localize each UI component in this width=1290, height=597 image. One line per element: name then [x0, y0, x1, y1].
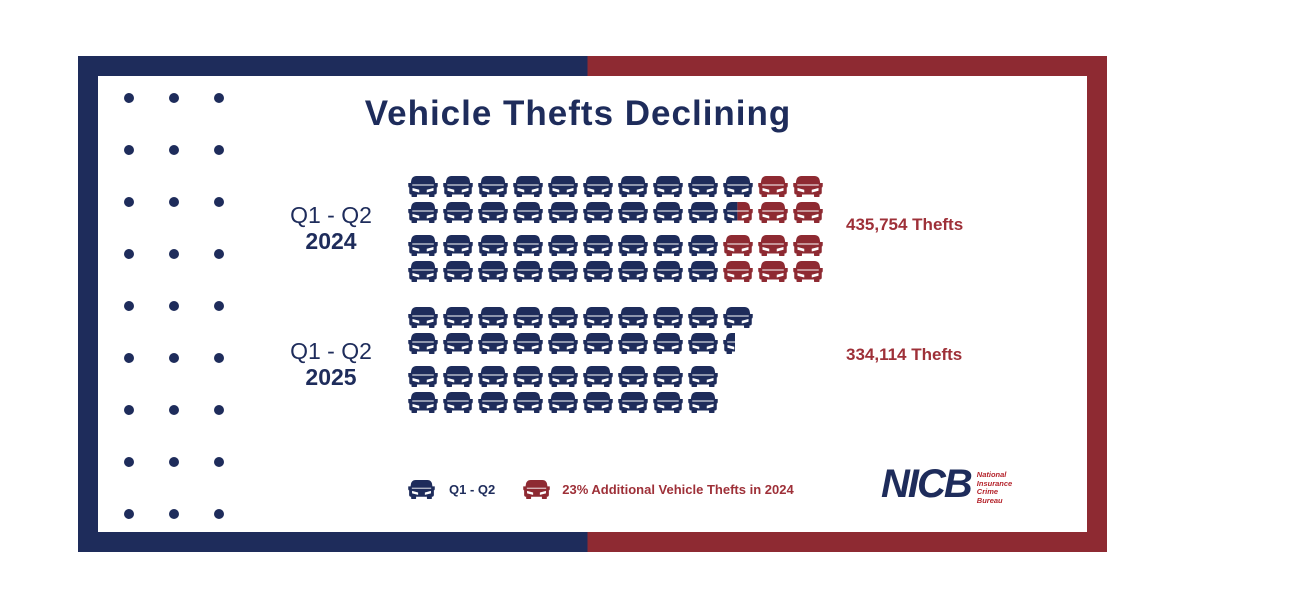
- car-icon-blue: [548, 366, 578, 387]
- car-icon-blue: [548, 307, 578, 328]
- car-icon-blue: [653, 176, 683, 197]
- decorative-dot: [169, 457, 179, 467]
- car-icon-blue: [583, 392, 613, 413]
- car-icon-blue: [478, 202, 508, 223]
- car-icon-blue: [478, 392, 508, 413]
- pictogram-row: [408, 392, 753, 413]
- car-icon-split: [723, 202, 753, 223]
- car-icon-blue: [513, 333, 543, 354]
- pictogram-row: [408, 333, 753, 354]
- car-icon-blue: [618, 333, 648, 354]
- car-icon-blue: [408, 392, 438, 413]
- car-icon-blue: [583, 366, 613, 387]
- group-label-2024: [266, 202, 396, 254]
- car-icon-blue: [478, 307, 508, 328]
- pictogram-row: [408, 307, 753, 328]
- car-icon-blue: [513, 392, 543, 413]
- decorative-dot: [124, 353, 134, 363]
- car-icon-blue: [583, 176, 613, 197]
- car-icon-blue: [723, 176, 753, 197]
- nicb-tagline-line: Insurance: [976, 478, 1013, 488]
- quarter-range-label: Q1 - Q2: [290, 202, 372, 228]
- decorative-dot: [124, 405, 134, 415]
- car-icon-red: [793, 235, 823, 256]
- car-icon-blue: [653, 261, 683, 282]
- car-icon-blue: [688, 202, 718, 223]
- car-icon-blue: [583, 235, 613, 256]
- decorative-dot: [169, 509, 179, 519]
- car-icon-blue: [478, 176, 508, 197]
- decorative-dot: [124, 197, 134, 207]
- decorative-dot: [124, 93, 134, 103]
- car-icon-blue: [723, 307, 753, 328]
- car-icon-blue: [513, 307, 543, 328]
- car-icon-blue: [443, 261, 473, 282]
- car-icon-blue: [548, 261, 578, 282]
- page-title: Vehicle Thefts Declining: [364, 94, 792, 133]
- car-icon-blue: [618, 392, 648, 413]
- content-panel: [98, 76, 1087, 532]
- car-icon-blue: [513, 261, 543, 282]
- legend-blue-car-icon: [408, 480, 435, 499]
- car-icon-blue: [408, 176, 438, 197]
- decorative-dot: [214, 197, 224, 207]
- car-icon-red: [793, 176, 823, 197]
- car-icon-blue: [513, 202, 543, 223]
- car-icon-blue: [548, 176, 578, 197]
- car-icon-red: [758, 261, 788, 282]
- car-icon-blue: [478, 366, 508, 387]
- decorative-dot: [169, 145, 179, 155]
- legend: [408, 478, 794, 500]
- decorative-dot: [214, 249, 224, 259]
- car-icon-red: [723, 261, 753, 282]
- pictogram-rows-2025: [408, 307, 753, 418]
- car-icon-blue: [443, 307, 473, 328]
- car-icon-blue: [443, 202, 473, 223]
- car-icon-blue: [653, 333, 683, 354]
- car-icon-red: [793, 261, 823, 282]
- car-icon-blue: [443, 333, 473, 354]
- car-icon-blue: [618, 176, 648, 197]
- car-icon-blue: [548, 235, 578, 256]
- car-icon-blue: [408, 366, 438, 387]
- decorative-dot: [124, 457, 134, 467]
- nicb-logo: [881, 464, 1012, 505]
- decorative-dot: [169, 93, 179, 103]
- car-icon-blue: [443, 176, 473, 197]
- car-icon-blue: [688, 392, 718, 413]
- nicb-tagline-line: Crime: [976, 487, 999, 496]
- car-icon-blue: [408, 235, 438, 256]
- car-icon-red: [758, 235, 788, 256]
- car-icon-blue: [443, 366, 473, 387]
- car-icon-blue: [478, 261, 508, 282]
- car-icon-blue: [408, 307, 438, 328]
- year-label: 2025: [305, 364, 357, 390]
- car-icon-blue: [443, 235, 473, 256]
- decorative-dot: [124, 301, 134, 311]
- car-icon-blue: [443, 392, 473, 413]
- car-icon-blue: [653, 307, 683, 328]
- car-icon-blue: [548, 202, 578, 223]
- car-icon-blue: [688, 176, 718, 197]
- car-icon-blue: [583, 307, 613, 328]
- car-icon-red: [758, 202, 788, 223]
- thefts-value-2025: 334,114 Thefts: [846, 345, 963, 364]
- car-icon-blue: [548, 392, 578, 413]
- car-icon-blue: [408, 202, 438, 223]
- car-icon-blue: [478, 333, 508, 354]
- pictogram-row: [408, 235, 823, 256]
- decorative-dot: [214, 301, 224, 311]
- car-icon-blue: [583, 202, 613, 223]
- decorative-dot: [124, 249, 134, 259]
- nicb-wordmark: NICB: [881, 462, 971, 506]
- car-icon-blue: [653, 392, 683, 413]
- pictogram-row: [408, 176, 823, 197]
- car-icon-blue: [688, 235, 718, 256]
- car-icon-red: [793, 202, 823, 223]
- car-icon-blue: [408, 333, 438, 354]
- decorative-dot: [124, 145, 134, 155]
- decorative-dot: [214, 509, 224, 519]
- thefts-value-2024: 435,754 Thefts: [846, 215, 964, 234]
- car-icon-blue: [653, 366, 683, 387]
- nicb-tagline-line: National: [976, 470, 1007, 479]
- decorative-dot: [214, 353, 224, 363]
- decorative-dot: [169, 249, 179, 259]
- car-icon-blue: [618, 261, 648, 282]
- car-icon-blue: [688, 307, 718, 328]
- decorative-dot: [169, 353, 179, 363]
- quarter-range-label: Q1 - Q2: [290, 338, 372, 364]
- decorative-dot: [169, 405, 179, 415]
- decorative-dot: [169, 301, 179, 311]
- dot-grid-decoration: [124, 93, 224, 519]
- car-icon-red: [723, 235, 753, 256]
- car-icon-blue: [688, 261, 718, 282]
- car-icon-blue: [408, 261, 438, 282]
- legend-red-label: 23% Additional Vehicle Thefts in 2024: [562, 481, 794, 497]
- decorative-dot: [214, 457, 224, 467]
- car-icon-blue: [478, 235, 508, 256]
- car-icon-blue: [513, 235, 543, 256]
- decorative-dot: [214, 145, 224, 155]
- car-icon-blue: [583, 333, 613, 354]
- nicb-tagline-line: Bureau: [976, 495, 1003, 505]
- pictogram-row: [408, 366, 753, 387]
- car-icon-blue: [583, 261, 613, 282]
- frame-border: [78, 56, 1107, 552]
- decorative-dot: [169, 197, 179, 207]
- pictogram-rows-2024: [408, 176, 823, 287]
- decorative-dot: [214, 405, 224, 415]
- car-icon-blue: [618, 235, 648, 256]
- legend-blue-label: Q1 - Q2: [449, 481, 496, 497]
- car-icon-blue: [653, 202, 683, 223]
- car-icon-blue: [548, 333, 578, 354]
- pictogram-row: [408, 261, 823, 282]
- car-icon-blue: [618, 366, 648, 387]
- group-label-2025: [266, 338, 396, 390]
- year-label: 2024: [305, 228, 357, 254]
- car-icon-blue: [513, 176, 543, 197]
- car-icon-blue: [688, 333, 718, 354]
- car-icon-partial: [723, 333, 753, 354]
- car-icon-blue: [653, 235, 683, 256]
- car-icon-blue: [513, 366, 543, 387]
- car-icon-blue: [618, 307, 648, 328]
- car-icon-blue: [688, 366, 718, 387]
- pictogram-row: [408, 202, 823, 223]
- legend-red-car-icon: [523, 480, 550, 499]
- car-icon-red: [758, 176, 788, 197]
- decorative-dot: [124, 509, 134, 519]
- car-icon-blue: [618, 202, 648, 223]
- nicb-tagline: [977, 471, 1012, 505]
